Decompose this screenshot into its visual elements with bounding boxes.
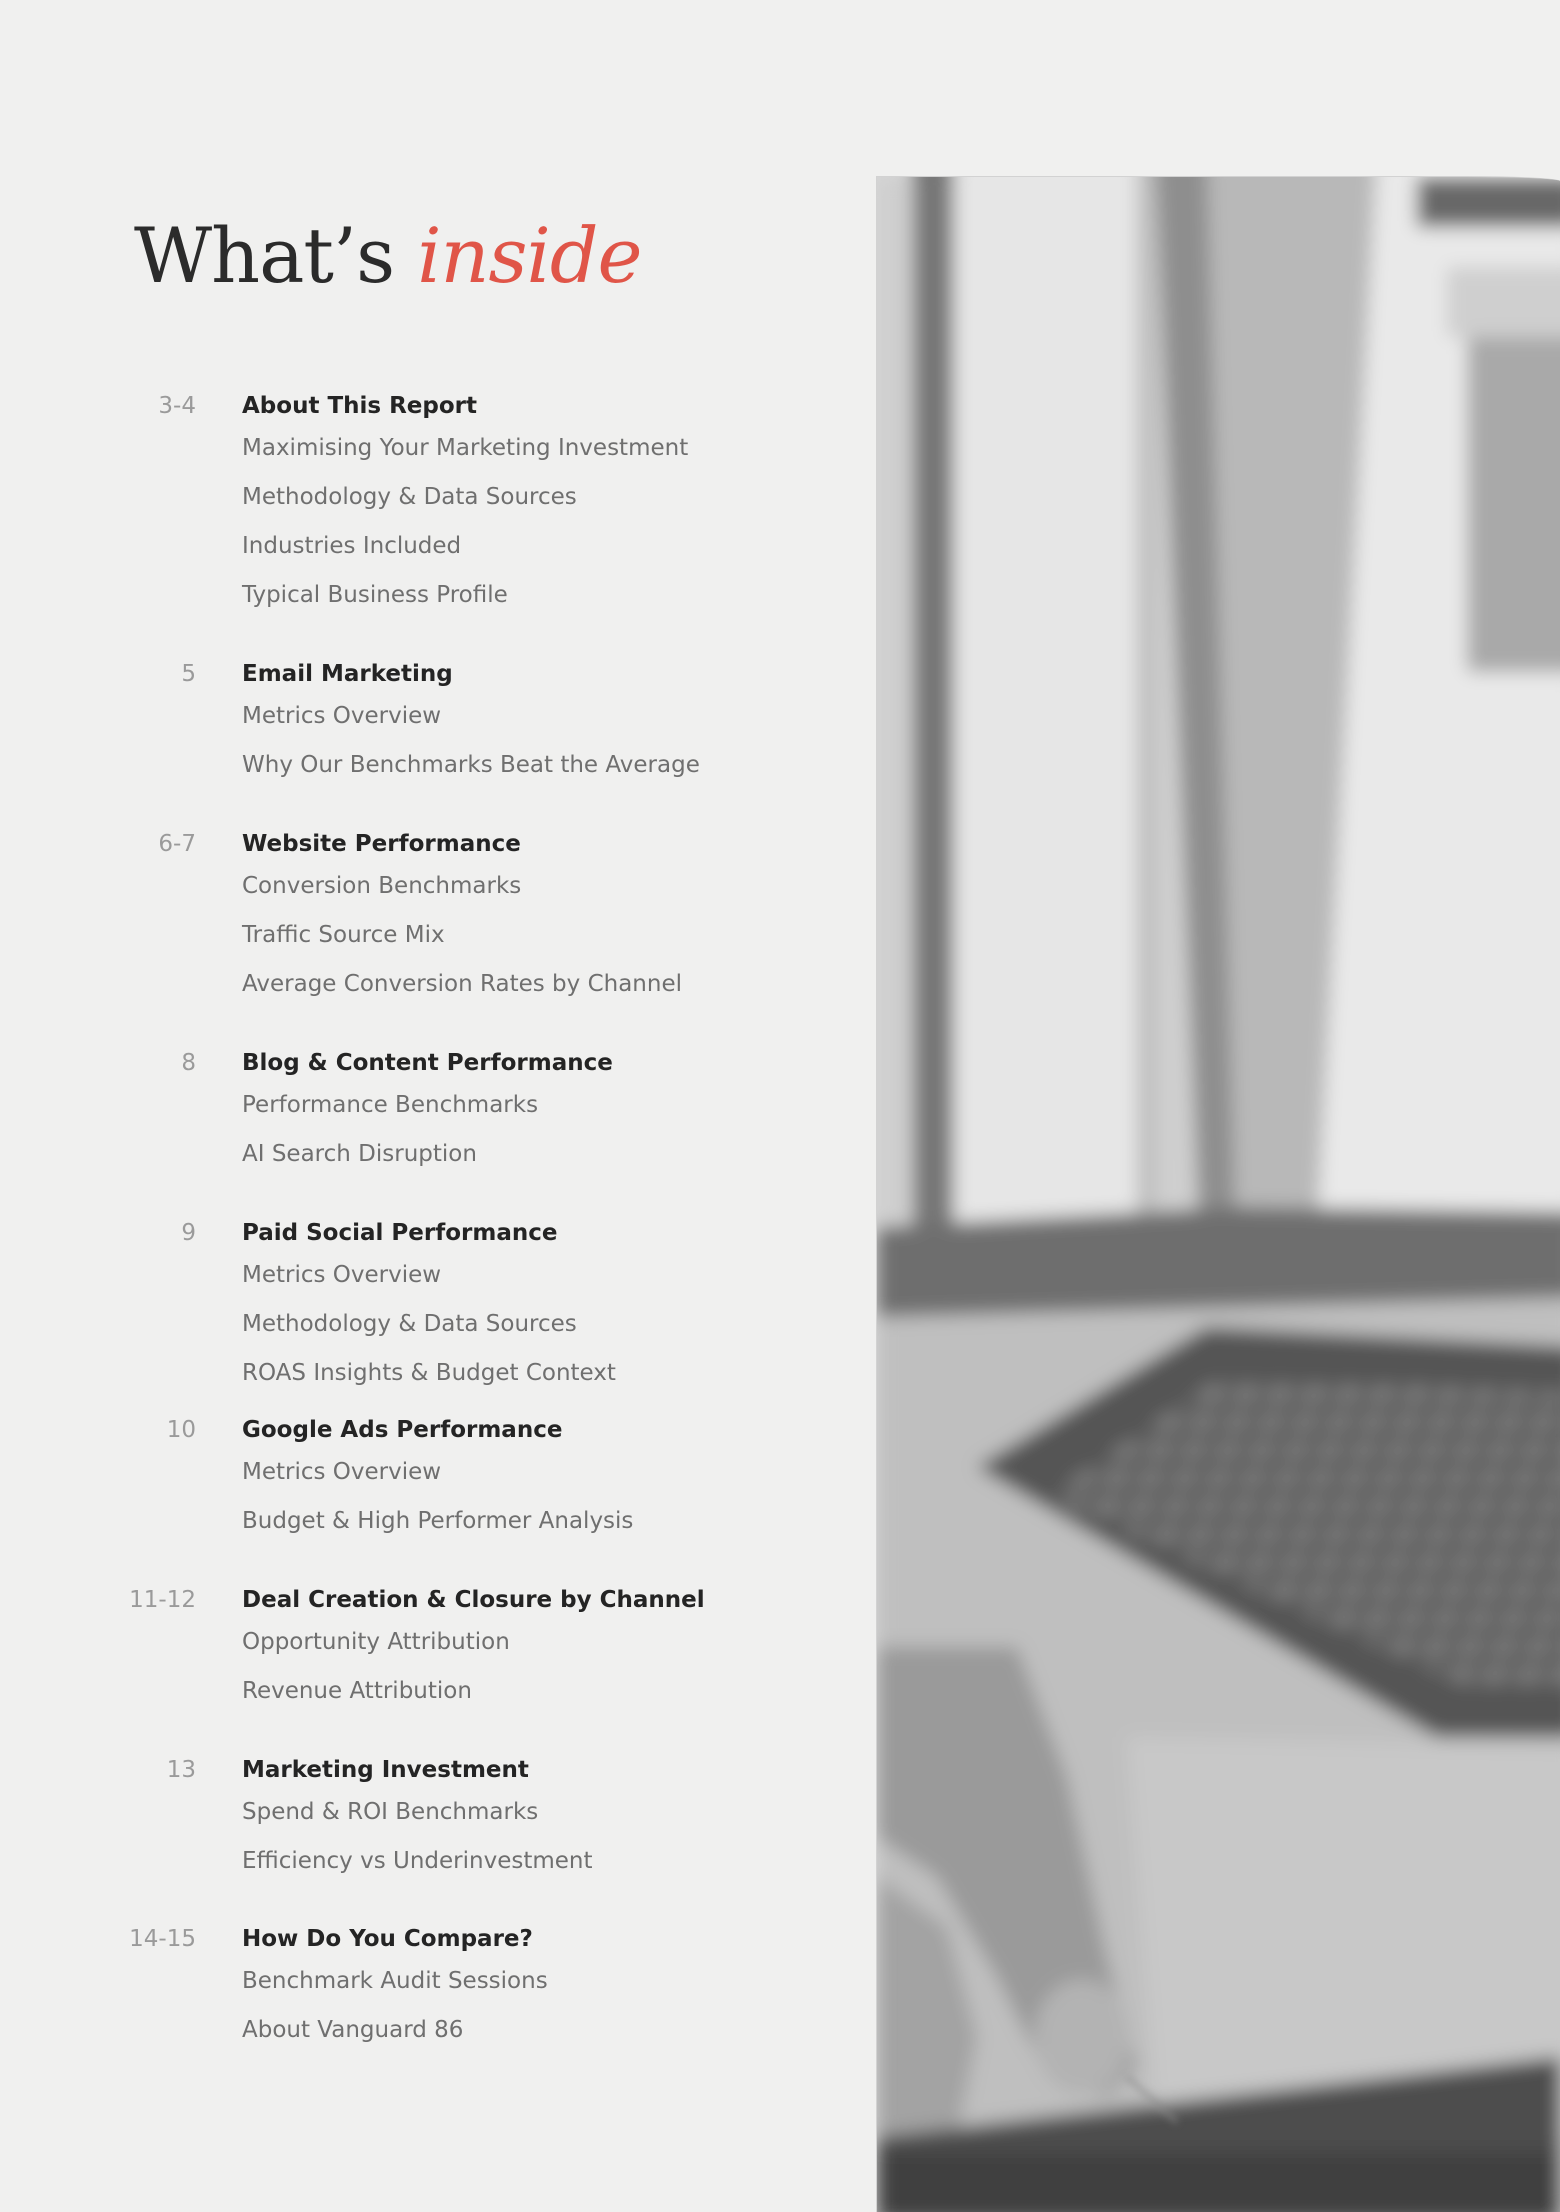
toc-subitem[interactable]: Industries Included (242, 533, 462, 559)
toc-page-number: 6-7 (158, 831, 196, 857)
toc-page-number: 8 (181, 1050, 196, 1076)
laptop-photo-illustration (877, 177, 1560, 2212)
toc-subitem[interactable]: Metrics Overview (242, 1262, 442, 1288)
toc-subitem[interactable]: Efficiency vs Underinvestment (242, 1848, 593, 1874)
toc-section-title[interactable]: Deal Creation & Closure by Channel (242, 1587, 705, 1613)
toc-section-title[interactable]: Paid Social Performance (242, 1220, 558, 1246)
toc-subitem[interactable]: Opportunity Attribution (242, 1629, 510, 1655)
heading-lead: What’s (134, 211, 395, 300)
toc-section-title[interactable]: Google Ads Performance (242, 1417, 563, 1443)
toc-section-title[interactable]: About This Report (242, 393, 477, 419)
toc-subitem[interactable]: Spend & ROI Benchmarks (242, 1799, 539, 1825)
toc-page-number: 10 (166, 1417, 196, 1443)
toc-subitem[interactable]: Methodology & Data Sources (242, 1311, 577, 1337)
toc-section-title[interactable]: Marketing Investment (242, 1757, 529, 1783)
toc-page-number: 3-4 (158, 393, 196, 419)
toc-subitem[interactable]: Metrics Overview (242, 703, 442, 729)
toc-subitem[interactable]: AI Search Disruption (242, 1141, 477, 1167)
toc-subitem[interactable]: Budget & High Performer Analysis (242, 1508, 634, 1534)
toc-subitem[interactable]: Methodology & Data Sources (242, 484, 577, 510)
toc-section-title[interactable]: Website Performance (242, 831, 521, 857)
toc-page-number: 5 (181, 661, 196, 687)
toc-subitem[interactable]: Conversion Benchmarks (242, 873, 522, 899)
toc-subitem[interactable]: Average Conversion Rates by Channel (242, 971, 682, 997)
toc-subitem[interactable]: Why Our Benchmarks Beat the Average (242, 752, 700, 778)
toc-page-number: 11-12 (129, 1587, 196, 1613)
toc-page-number: 9 (181, 1220, 196, 1246)
toc-section-title[interactable]: Email Marketing (242, 661, 453, 687)
toc-page-number: 13 (166, 1757, 196, 1783)
toc-section-title[interactable]: Blog & Content Performance (242, 1050, 613, 1076)
toc-subitem[interactable]: Typical Business Profile (242, 582, 508, 608)
toc-page-number: 14-15 (129, 1926, 196, 1952)
toc-section-title[interactable]: How Do You Compare? (242, 1926, 533, 1952)
toc-subitem[interactable]: Metrics Overview (242, 1459, 442, 1485)
toc-subitem[interactable]: Revenue Attribution (242, 1678, 472, 1704)
toc-subitem[interactable]: About Vanguard 86 (242, 2017, 464, 2043)
heading-accent: inside (417, 211, 642, 300)
toc-subitem[interactable]: Performance Benchmarks (242, 1092, 539, 1118)
toc-subitem[interactable]: ROAS Insights & Budget Context (242, 1360, 616, 1386)
toc-subitem[interactable]: Benchmark Audit Sessions (242, 1968, 548, 1994)
toc-subitem[interactable]: Traffic Source Mix (242, 922, 445, 948)
laptop-photo (876, 176, 1560, 2212)
toc-subitem[interactable]: Maximising Your Marketing Investment (242, 435, 689, 461)
